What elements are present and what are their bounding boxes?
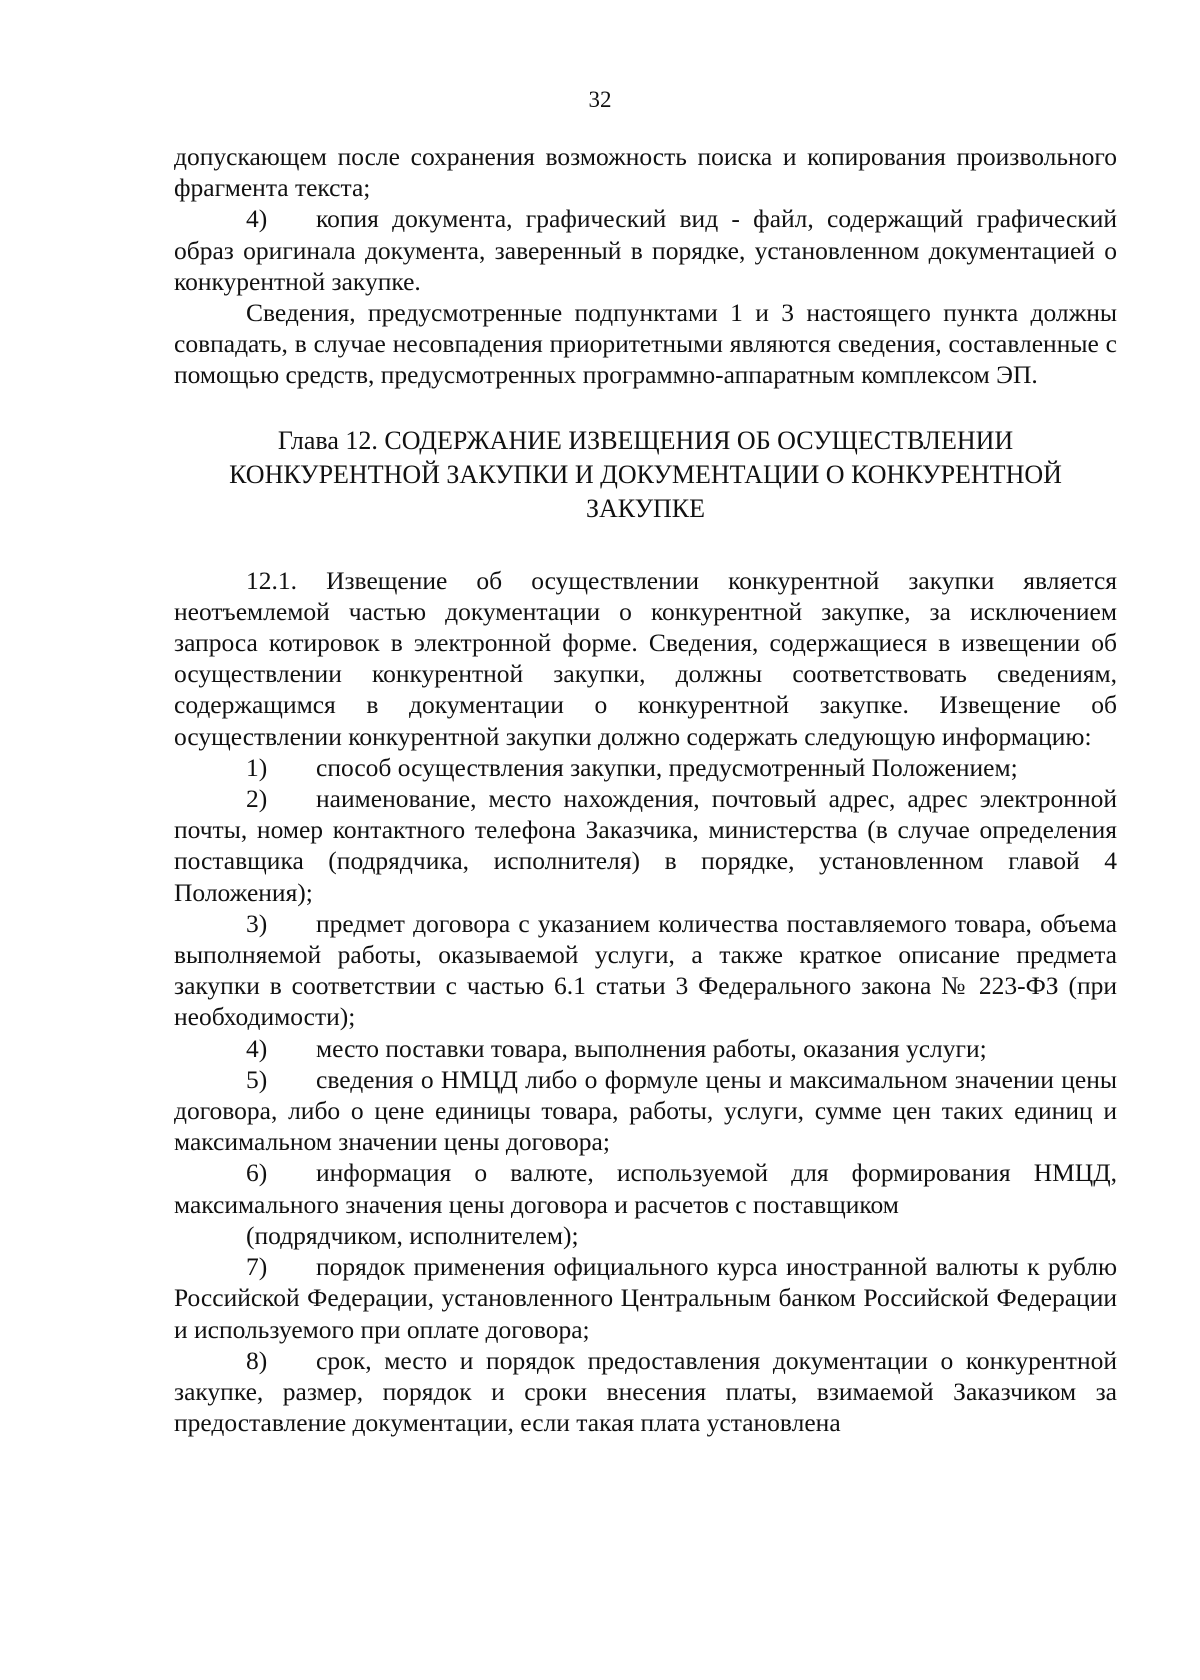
list-item-text: срок, место и порядок предоставления документации о конкурентной закупке, размер, порядок и сроки внесения платы, взимаемой Заказчиком за предоставление документации, если такая плата установлена [174,1345,1117,1438]
list-item-number: 6) [246,1158,268,1188]
list-item-number: 5) [246,1064,268,1094]
list-item-text: предмет договора с указанием количества поставляемого товара, объема выполняемой работы, оказываемой услуги, а также краткое описание предмета закупки в соответствии с частью 6.1 статьи 3 Федерального закона № 223-ФЗ (при необходимости); [174,908,1117,1032]
list-item [174,783,1117,908]
list-item-number: 8) [246,1345,268,1375]
paragraph-continuation: допускающем после сохранения возможность поиска и копирования произвольного фрагмента текста; [174,142,1117,203]
list-item-text: способ осуществления закупки, предусмотренный Положением; [316,752,1018,782]
list-item-number: 3) [246,908,268,938]
list-item-continuation: (подрядчиком, исполнителем); [246,1220,579,1250]
list-item-number: 1) [246,752,268,782]
list-item-number: 2) [246,784,268,814]
list-item [174,1033,1117,1064]
list-item-text: сведения о НМЦД либо о формуле цены и максимальном значении цены договора, либо о цене единицы товара, работы, услуги, сумме цен таких единиц и максимальном значении цены договора; [174,1064,1117,1157]
list-item [174,908,1117,1033]
list-item [174,752,1117,783]
list-item-text: копия документа, графический вид - файл, содержащий графический образ оригинала документа, заверенный в порядке, установленном документацией о конкурентной закупке. [174,204,1117,296]
list-item [174,1251,1117,1345]
paragraph-info-match: Сведения, предусмотренные подпунктами 1 и 3 настоящего пункта должны совпадать, в случае несовпадения приоритетными являются сведения, составленные с помощью средств, предусмотренных программно-аппаратным комплексом ЭП. [174,298,1117,390]
list-item-number: 4) [246,1033,268,1063]
list-item-text: информация о валюте, используемой для формирования НМЦД, максимального значения цены договора и расчетов с поставщиком [174,1158,1117,1219]
list-item [174,1345,1117,1439]
page-number: 32 [588,87,612,112]
section-12-1-intro: 12.1. Извещение об осуществлении конкурентной закупки является неотъемлемой частью документации о конкурентной закупке, за исключением запроса котировок в электронной форме. Сведения, содержащиеся в извещении об осуществлении конкурентной закупки, должны соответствовать сведениям, содержащимся в документации о конкурентной закупке. Извещение об осуществлении конкурентной закупки должно содержать следующую информацию: [174,565,1117,751]
list-item-text: наименование, место нахождения, почтовый адрес, адрес электронной почты, номер контактного телефона Заказчика, министерства (в случае определения поставщика (подрядчика, исполнителя) в порядке, установленном главой 4 Положения); [174,784,1117,907]
list-item-4-prev [174,203,1117,297]
list-item-number: 7) [246,1252,268,1282]
list-item [174,1064,1117,1158]
list-item-number: 4) [246,204,268,234]
chapter-heading: Глава 12. СОДЕРЖАНИЕ ИЗВЕЩЕНИЯ ОБ ОСУЩЕСТВЛЕНИИ КОНКУРЕНТНОЙ ЗАКУПКИ И ДОКУМЕНТАЦИИ О КОНКУРЕНТНОЙ ЗАКУПКЕ [229,425,1062,523]
list-item [174,1157,1117,1219]
document-body [174,141,1117,1438]
list-item-text: место поставки товара, выполнения работы, оказания услуги; [316,1033,987,1063]
list-item-text: порядок применения официального курса иностранной валюты к рублю Российской Федерации, установленного Центральным банком Российской Федерации и используемого при оплате договора; [174,1252,1117,1344]
